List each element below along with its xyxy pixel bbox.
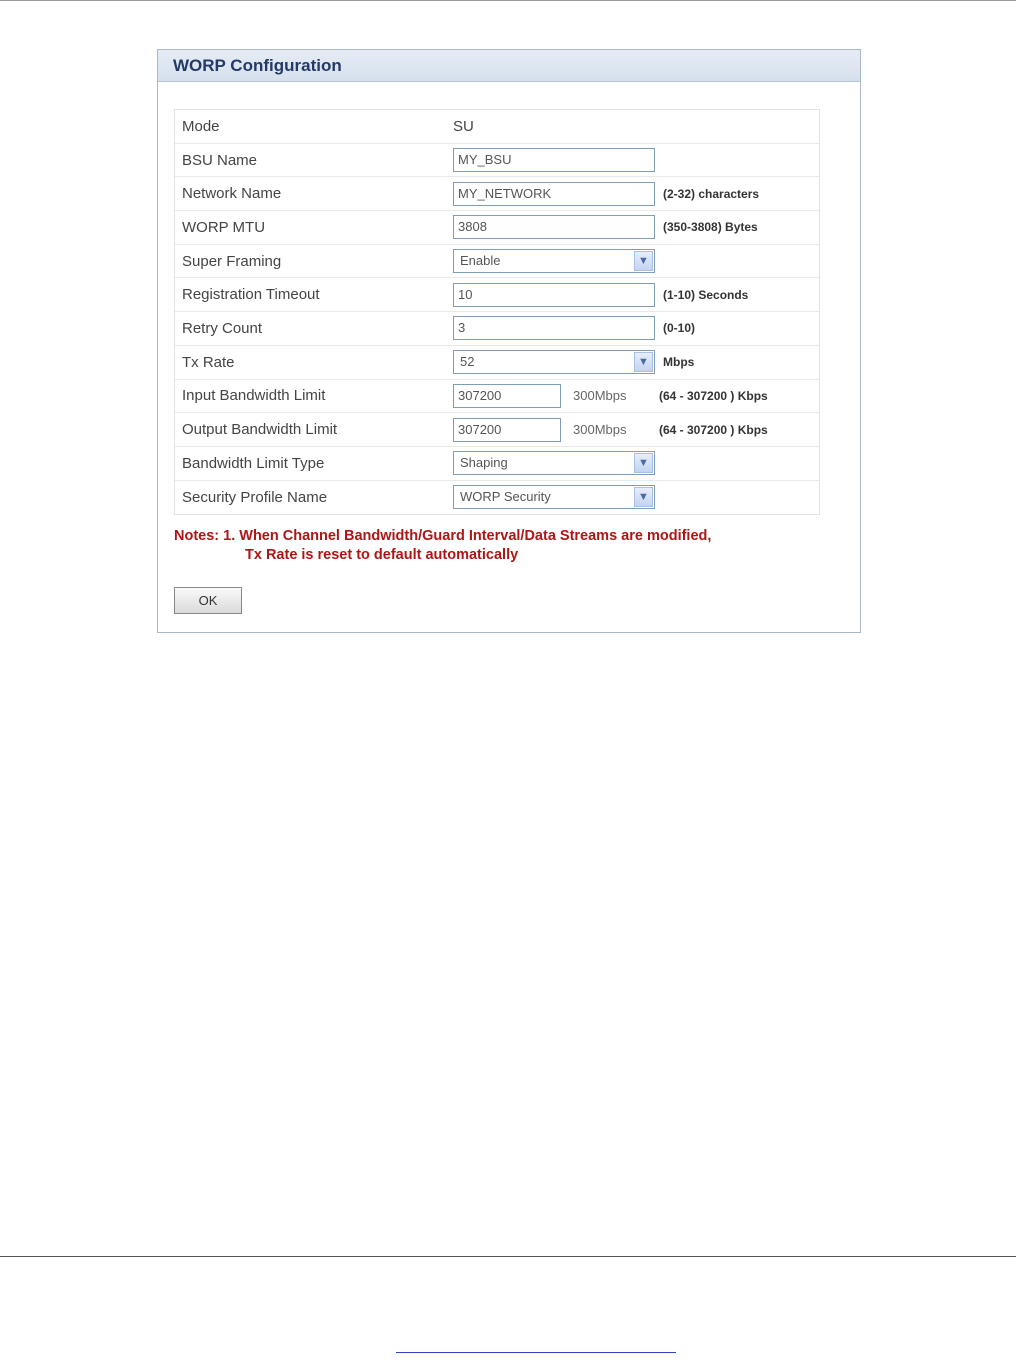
bw-limit-type-label: Bandwidth Limit Type [182, 454, 325, 472]
row-super-framing [175, 245, 819, 279]
chevron-down-icon[interactable]: ▼ [634, 352, 653, 372]
ok-button[interactable]: OK [174, 587, 242, 614]
worp-mtu-label: WORP MTU [182, 218, 266, 236]
super-framing-label: Super Framing [182, 252, 282, 270]
input-bw-input[interactable]: 307200 [453, 384, 561, 408]
registration-timeout-hint: (1-10) Seconds [663, 287, 749, 302]
worp-configuration-panel [157, 49, 861, 633]
notes-line-2: Tx Rate is reset to default automatically [245, 547, 519, 563]
panel-header [158, 50, 860, 82]
retry-count-label: Retry Count [182, 319, 263, 337]
bottom-divider [0, 1256, 1016, 1257]
row-registration-timeout [175, 278, 819, 312]
row-worp-mtu [175, 211, 819, 245]
row-output-bandwidth-limit [175, 413, 819, 447]
output-bw-input[interactable]: 307200 [453, 418, 561, 442]
notes-line-1: Notes: 1. When Channel Bandwidth/Guard Interval/Data Streams are modified, [174, 528, 712, 544]
footer-link-underline[interactable] [396, 1352, 676, 1353]
panel-title: WORP Configuration [173, 56, 342, 75]
input-bw-label: Input Bandwidth Limit [182, 387, 326, 405]
chevron-down-icon[interactable]: ▼ [634, 453, 653, 473]
notes [174, 527, 711, 565]
super-framing-select[interactable] [453, 249, 655, 273]
row-network-name [175, 177, 819, 211]
tx-rate-label: Tx Rate [182, 353, 235, 371]
mode-value: SU [453, 117, 474, 135]
chevron-down-icon[interactable]: ▼ [634, 487, 653, 507]
bsu-name-input[interactable]: MY_BSU [453, 148, 655, 172]
row-retry-count [175, 312, 819, 346]
mode-label: Mode [182, 117, 220, 135]
row-tx-rate [175, 346, 819, 380]
output-bw-mbps: 300Mbps [573, 422, 627, 438]
top-divider [0, 0, 1016, 1]
worp-mtu-input[interactable]: 3808 [453, 215, 655, 239]
row-mode [175, 110, 819, 144]
security-profile-select[interactable] [453, 485, 655, 509]
security-profile-selected: WORP Security [460, 489, 551, 505]
row-bandwidth-limit-type [175, 447, 819, 481]
network-name-hint: (2-32) characters [663, 186, 760, 201]
bw-limit-type-select[interactable] [453, 451, 655, 475]
retry-count-hint: (0-10) [663, 321, 696, 336]
row-input-bandwidth-limit [175, 380, 819, 414]
tx-rate-select[interactable] [453, 350, 655, 374]
input-bw-hint: (64 - 307200 ) Kbps [659, 388, 768, 403]
input-bw-mbps: 300Mbps [573, 388, 627, 404]
bsu-name-label: BSU Name [182, 151, 258, 169]
tx-rate-unit: Mbps [663, 355, 695, 370]
config-form [174, 109, 820, 515]
network-name-label: Network Name [182, 185, 282, 203]
row-security-profile [175, 481, 819, 515]
registration-timeout-label: Registration Timeout [182, 286, 320, 304]
bw-limit-type-selected: Shaping [460, 455, 508, 471]
super-framing-selected: Enable [460, 253, 501, 269]
registration-timeout-input[interactable]: 10 [453, 283, 655, 307]
chevron-down-icon[interactable]: ▼ [634, 251, 653, 271]
security-profile-label: Security Profile Name [182, 488, 328, 506]
network-name-input[interactable]: MY_NETWORK [453, 182, 655, 206]
retry-count-input[interactable]: 3 [453, 316, 655, 340]
output-bw-hint: (64 - 307200 ) Kbps [659, 422, 768, 437]
row-bsu-name [175, 144, 819, 178]
tx-rate-selected: 52 [460, 354, 475, 370]
output-bw-label: Output Bandwidth Limit [182, 421, 338, 439]
worp-mtu-hint: (350-3808) Bytes [663, 220, 758, 235]
